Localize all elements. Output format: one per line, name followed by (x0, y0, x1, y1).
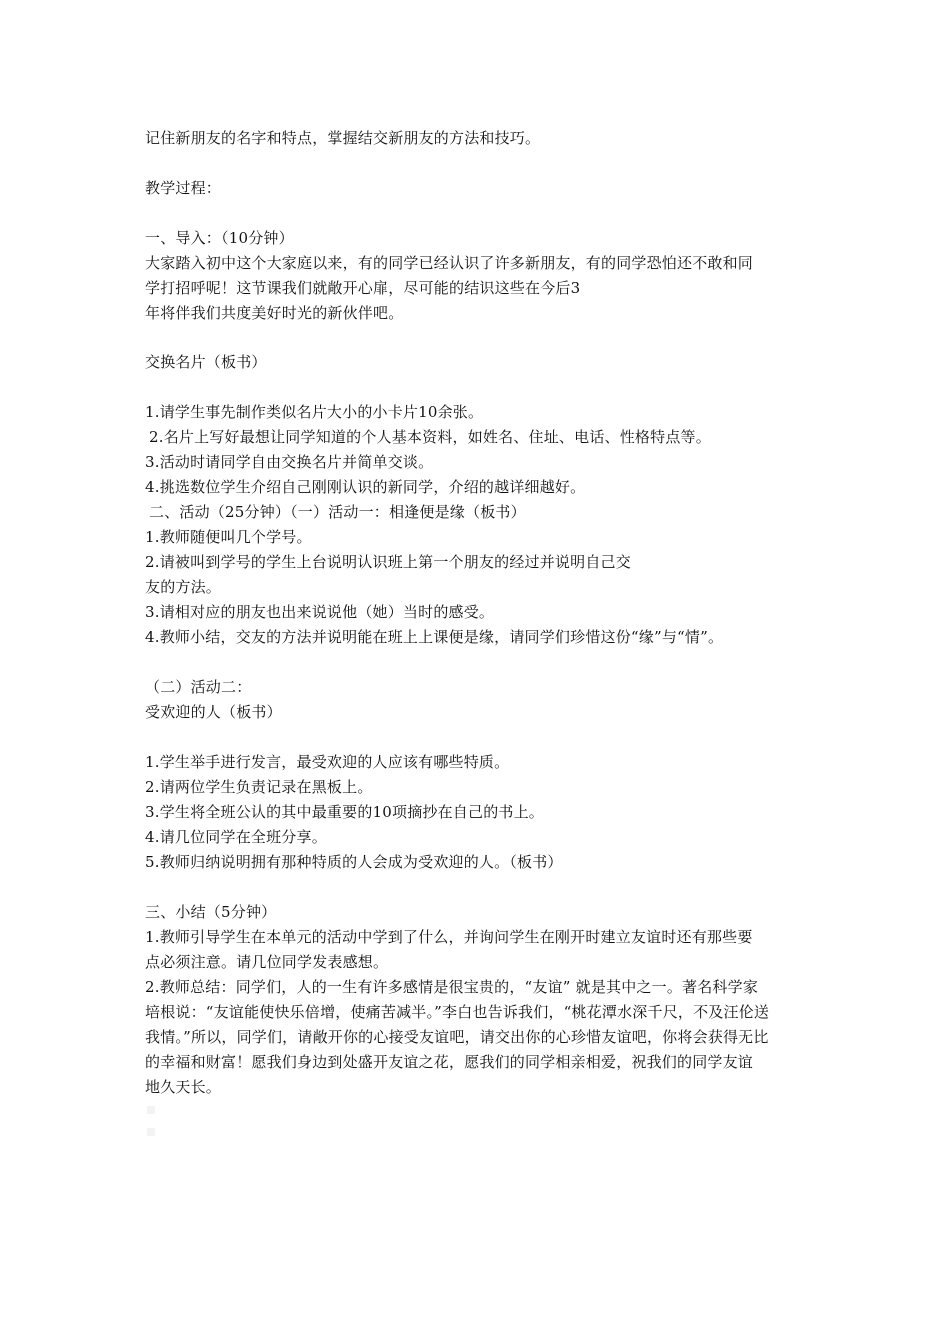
list-item: 3.学生将全班公认的其中最重要的10项摘抄在自己的书上。 (145, 803, 545, 821)
list-item: 4.挑选数位学生介绍自己刚刚认识的新同学，介绍的越详细越好。 (145, 478, 586, 496)
summary-text-line: 点必须注意。请几位同学发表感想。 (145, 953, 389, 971)
exchange-cards-heading: 交换名片（板书） (145, 353, 267, 371)
list-item: 5.教师归纳说明拥有那种特质的人会成为受欢迎的人。（板书） (145, 853, 563, 871)
summary-text-line: 地久天长。 (145, 1078, 222, 1096)
list-item: 1.请学生事先制作类似名片大小的小卡片10余张。 (145, 403, 484, 421)
summary-text-line: 我情。”所以，同学们，请敞开你的心接受友谊吧，请交出你的心珍惜友谊吧，你将会获得无比 (145, 1028, 769, 1046)
summary-text-line: 2.教师总结：同学们，人的一生有许多感情是很宝贵的，“友谊” 就是其中之一。著名科学家 (145, 978, 759, 996)
summary-text-line: 的幸福和财富！愿我们身边到处盛开友谊之花，愿我们的同学相亲相爱，祝我们的同学友谊 (145, 1053, 754, 1071)
list-item: 2.名片上写好最想让同学知道的个人基本资料，如姓名、住址、电话、性格特点等。 (149, 428, 711, 446)
intro-text-line: 大家踏入初中这个大家庭以来，有的同学已经认识了许多新朋友，有的同学恐怕还不敢和同 (145, 254, 754, 272)
list-item: 1.学生举手进行发言，最受欢迎的人应该有哪些特质。 (145, 753, 510, 771)
faint-mark (147, 1128, 155, 1136)
list-item: 4.请几位同学在全班分享。 (145, 828, 327, 846)
summary-text-line: 1.教师引导学生在本单元的活动中学到了什么，并询问学生在刚开时建立友谊时还有那些要 (145, 928, 753, 946)
list-item: 3.活动时请同学自由交换名片并简单交谈。 (145, 453, 434, 471)
popular-person-heading: 受欢迎的人（板书） (145, 703, 282, 721)
list-item: 2.请被叫到学号的学生上台说明认识班上第一个朋友的经过并说明自己交 (145, 553, 631, 571)
teaching-process-heading: 教学过程： (145, 179, 222, 197)
section-activity-heading: 二、活动（25分钟）（一）活动一：相逢便是缘（板书） (149, 503, 526, 521)
section-intro-heading: 一、导入：（10分钟） (145, 229, 294, 247)
list-item: 1.教师随便叫几个学号。 (145, 528, 312, 546)
faint-mark (147, 1106, 155, 1114)
summary-text-line: 培根说：“友谊能使快乐倍增，使痛苦减半。”李白也告诉我们，“桃花潭水深千尺，不及汪伦送 (145, 1003, 770, 1021)
activity-two-heading: （二）活动二： (145, 678, 252, 696)
section-summary-heading: 三、小结（5分钟） (145, 903, 277, 921)
intro-text-line: 年将伴我们共度美好时光的新伙伴吧。 (145, 304, 404, 322)
list-item: 4.教师小结，交友的方法并说明能在班上上课便是缘，请同学们珍惜这份“缘”与“情”。 (145, 628, 724, 646)
list-item: 2.请两位学生负责记录在黑板上。 (145, 778, 373, 796)
list-item: 3.请相对应的朋友也出来说说他（她）当时的感受。 (145, 603, 495, 621)
objective-line: 记住新朋友的名字和特点，掌握结交新朋友的方法和技巧。 (145, 129, 541, 147)
intro-text-line: 学打招呼呢！这节课我们就敞开心扉，尽可能的结识这些在今后3 (145, 279, 581, 297)
list-item-continuation: 友的方法。 (145, 578, 222, 596)
